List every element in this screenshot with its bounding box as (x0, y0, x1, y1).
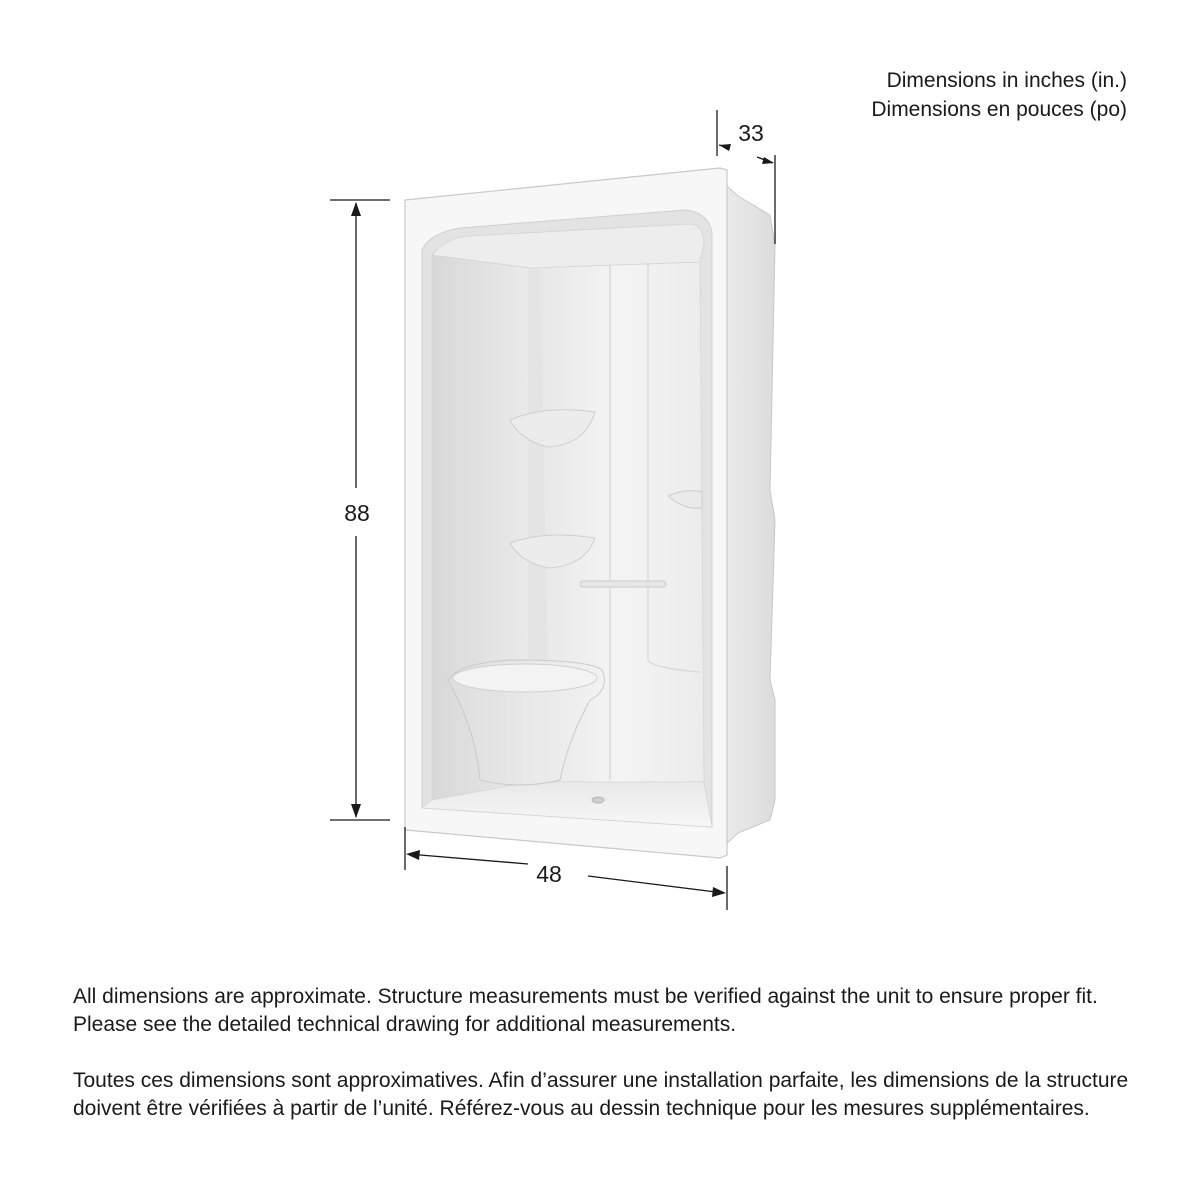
depth-label: 33 (738, 120, 764, 146)
width-arrow-left (406, 850, 420, 860)
disclaimer-french: Toutes ces dimensions sont approximatives. Afin d’assurer une installation parfaite, les dimensions de la structure doivent être vérifiées à partir de l’unité. Référez-vous au dessin technique pour les mesures supplémentaires. (73, 1069, 1129, 1120)
height-arrow-top (351, 202, 361, 216)
disclaimer-english: All dimensions are approximate. Structure measurements must be verified against the unit to ensure proper fit. Please see the detailed technical drawing for additional measurements. (73, 985, 1098, 1036)
depth-arrow-front (719, 144, 731, 151)
units-french: Dimensions en pouces (po) (871, 98, 1127, 121)
grab-bar (580, 581, 666, 587)
shower-unit (405, 168, 775, 858)
width-line-left (408, 854, 528, 864)
seat-top (453, 664, 597, 692)
height-label: 88 (344, 500, 370, 526)
width-label: 48 (536, 861, 562, 887)
units-english: Dimensions in inches (in.) (886, 69, 1127, 92)
width-arrow-right (712, 887, 726, 897)
width-line-right (588, 876, 724, 893)
disclaimer-notes (73, 983, 1143, 1151)
height-arrow-bottom (351, 804, 361, 818)
depth-arrow-back (762, 157, 774, 164)
drain (592, 797, 604, 803)
unit-side-shell (720, 180, 775, 850)
